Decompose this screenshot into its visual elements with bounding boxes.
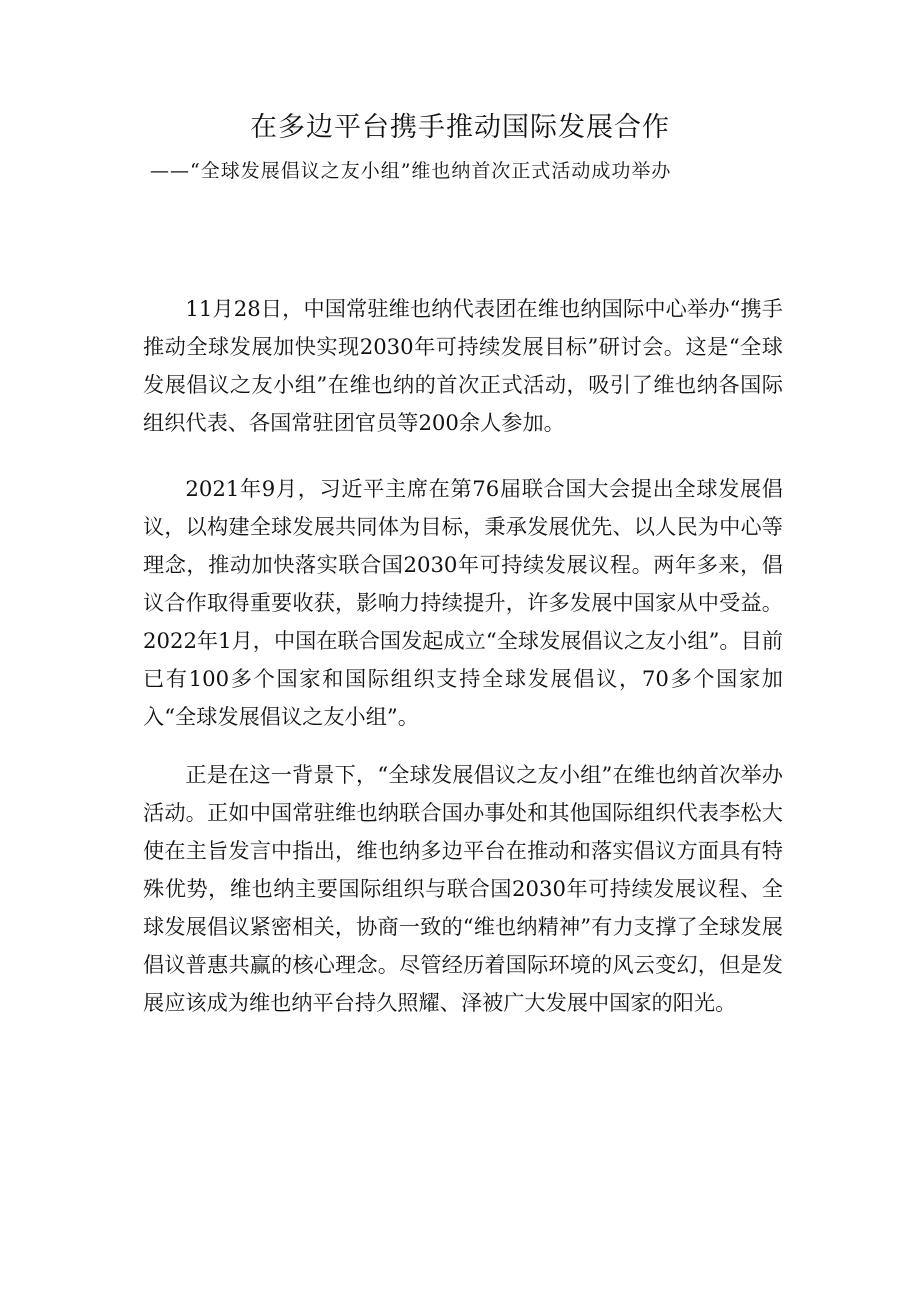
paragraph-3: 正是在这一背景下，“全球发展倡议之友小组”在维也纳首次举办活动。正如中国常驻维也纳联合国办事处和其他国际组织代表李松大使在主旨发言中指出，维也纳多边平台在推动和落实倡议方面具有特殊优势，维也纳主要国际组织与联合国2030年可持续发展议程、全球发展倡议紧密相关，协商一致的“维也纳精神”有力支撑了全球发展倡议普惠共赢的核心理念。尽管经历着国际环境的风云变幻，但是发展应该成为维也纳平台持久照耀、泽被广大发展中国家的阳光。 — [143, 762, 783, 1015]
document-body — [143, 290, 783, 1042]
document-subtitle: ——“全球发展倡议之友小组”维也纳首次正式活动成功举办 — [150, 160, 672, 182]
paragraph-2: 2021年9月，习近平主席在第76届联合国大会提出全球发展倡议，以构建全球发展共同体为目标，秉承发展优先、以人民为中心等理念，推动加快落实联合国2030年可持续发展议程。两年多来，倡议合作取得重要收获，影响力持续提升，许多发展中国家从中受益。2022年1月，中国在联合国发起成立“全球发展倡议之友小组”。目前已有100多个国家和国际组织支持全球发展倡议，70多个国家加入“全球发展倡议之友小组”。 — [143, 476, 783, 729]
document-title: 在多边平台携手推动国际发展合作 — [250, 112, 670, 143]
paragraph-1: 11月28日，中国常驻维也纳代表团在维也纳国际中心举办“携手推动全球发展加快实现2030年可持续发展目标”研讨会。这是“全球发展倡议之友小组”在维也纳的首次正式活动，吸引了维也纳各国际组织代表、各国常驻团官员等200余人参加。 — [143, 296, 783, 435]
